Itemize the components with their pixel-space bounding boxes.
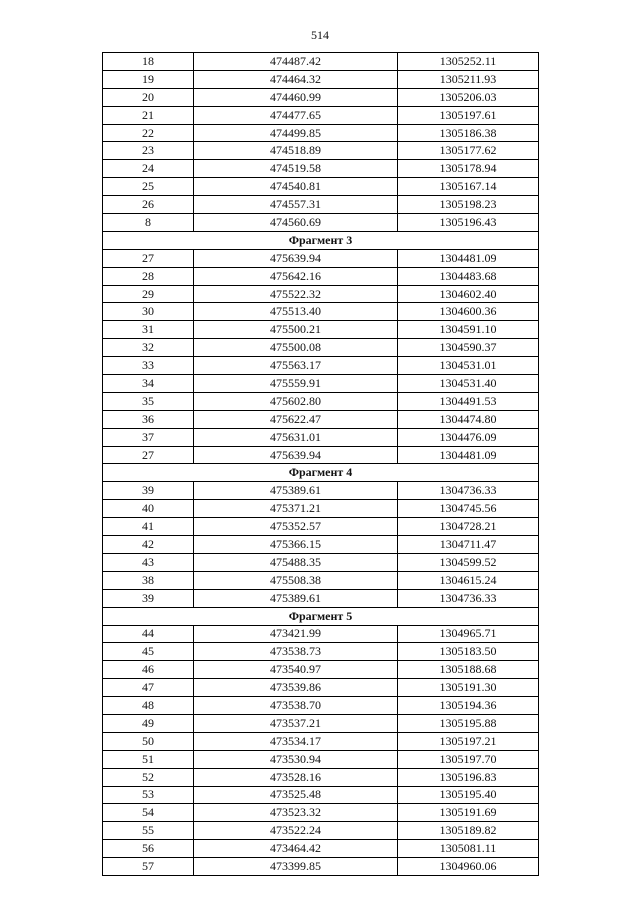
y-coordinate-cell: 1304531.01 <box>398 357 539 375</box>
table-row <box>103 142 539 160</box>
x-coordinate-cell: 473421.99 <box>194 625 398 643</box>
y-coordinate-cell: 1305198.23 <box>398 196 539 214</box>
x-coordinate-cell: 473538.73 <box>194 643 398 661</box>
table-row <box>103 553 539 571</box>
x-coordinate-cell: 474540.81 <box>194 178 398 196</box>
x-coordinate-cell: 475508.38 <box>194 571 398 589</box>
table-row <box>103 249 539 267</box>
x-coordinate-cell: 475513.40 <box>194 303 398 321</box>
point-number-cell: 27 <box>103 249 194 267</box>
point-number-cell: 42 <box>103 536 194 554</box>
point-number-cell: 23 <box>103 142 194 160</box>
point-number-cell: 38 <box>103 571 194 589</box>
table-row <box>103 446 539 464</box>
coordinates-table <box>102 52 539 876</box>
x-coordinate-cell: 474518.89 <box>194 142 398 160</box>
table-row <box>103 714 539 732</box>
x-coordinate-cell: 473540.97 <box>194 661 398 679</box>
fragment-header-row <box>103 464 539 482</box>
x-coordinate-cell: 473539.86 <box>194 679 398 697</box>
y-coordinate-cell: 1304711.47 <box>398 536 539 554</box>
x-coordinate-cell: 473538.70 <box>194 697 398 715</box>
y-coordinate-cell: 1305189.82 <box>398 822 539 840</box>
x-coordinate-cell: 475522.32 <box>194 285 398 303</box>
point-number-cell: 24 <box>103 160 194 178</box>
y-coordinate-cell: 1304728.21 <box>398 518 539 536</box>
table-row <box>103 679 539 697</box>
x-coordinate-cell: 475559.91 <box>194 375 398 393</box>
y-coordinate-cell: 1304599.52 <box>398 553 539 571</box>
table-row <box>103 571 539 589</box>
table-row <box>103 106 539 124</box>
table-row <box>103 160 539 178</box>
point-number-cell: 32 <box>103 339 194 357</box>
x-coordinate-cell: 473537.21 <box>194 714 398 732</box>
table-row <box>103 482 539 500</box>
x-coordinate-cell: 474560.69 <box>194 214 398 232</box>
point-number-cell: 54 <box>103 804 194 822</box>
point-number-cell: 29 <box>103 285 194 303</box>
x-coordinate-cell: 474477.65 <box>194 106 398 124</box>
point-number-cell: 27 <box>103 446 194 464</box>
table-row <box>103 88 539 106</box>
x-coordinate-cell: 475500.21 <box>194 321 398 339</box>
table-row <box>103 786 539 804</box>
table-row <box>103 840 539 858</box>
point-number-cell: 34 <box>103 375 194 393</box>
x-coordinate-cell: 475488.35 <box>194 553 398 571</box>
x-coordinate-cell: 475631.01 <box>194 428 398 446</box>
y-coordinate-cell: 1305178.94 <box>398 160 539 178</box>
y-coordinate-cell: 1304736.33 <box>398 482 539 500</box>
x-coordinate-cell: 475639.94 <box>194 249 398 267</box>
y-coordinate-cell: 1305206.03 <box>398 88 539 106</box>
point-number-cell: 57 <box>103 858 194 876</box>
fragment-header-row <box>103 607 539 625</box>
point-number-cell: 39 <box>103 482 194 500</box>
table-row <box>103 70 539 88</box>
y-coordinate-cell: 1304591.10 <box>398 321 539 339</box>
x-coordinate-cell: 473522.24 <box>194 822 398 840</box>
table-row <box>103 697 539 715</box>
table-row <box>103 536 539 554</box>
point-number-cell: 55 <box>103 822 194 840</box>
point-number-cell: 19 <box>103 70 194 88</box>
x-coordinate-cell: 475352.57 <box>194 518 398 536</box>
y-coordinate-cell: 1305191.30 <box>398 679 539 697</box>
point-number-cell: 26 <box>103 196 194 214</box>
y-coordinate-cell: 1304590.37 <box>398 339 539 357</box>
fragment-header-row <box>103 231 539 249</box>
table-row <box>103 732 539 750</box>
y-coordinate-cell: 1304736.33 <box>398 589 539 607</box>
y-coordinate-cell: 1304602.40 <box>398 285 539 303</box>
y-coordinate-cell: 1305177.62 <box>398 142 539 160</box>
y-coordinate-cell: 1305186.38 <box>398 124 539 142</box>
table-row <box>103 750 539 768</box>
table-row <box>103 196 539 214</box>
point-number-cell: 22 <box>103 124 194 142</box>
table-row <box>103 858 539 876</box>
page-number: 514 <box>311 28 329 42</box>
table-row <box>103 303 539 321</box>
x-coordinate-cell: 474464.32 <box>194 70 398 88</box>
y-coordinate-cell: 1304491.53 <box>398 392 539 410</box>
y-coordinate-cell: 1304474.80 <box>398 410 539 428</box>
x-coordinate-cell: 475639.94 <box>194 446 398 464</box>
y-coordinate-cell: 1304476.09 <box>398 428 539 446</box>
point-number-cell: 31 <box>103 321 194 339</box>
x-coordinate-cell: 475389.61 <box>194 482 398 500</box>
point-number-cell: 36 <box>103 410 194 428</box>
table-row <box>103 768 539 786</box>
table-row <box>103 589 539 607</box>
y-coordinate-cell: 1305081.11 <box>398 840 539 858</box>
x-coordinate-cell: 473525.48 <box>194 786 398 804</box>
y-coordinate-cell: 1304615.24 <box>398 571 539 589</box>
y-coordinate-cell: 1305191.69 <box>398 804 539 822</box>
x-coordinate-cell: 473530.94 <box>194 750 398 768</box>
y-coordinate-cell: 1305188.68 <box>398 661 539 679</box>
point-number-cell: 33 <box>103 357 194 375</box>
point-number-cell: 53 <box>103 786 194 804</box>
y-coordinate-cell: 1304483.68 <box>398 267 539 285</box>
point-number-cell: 44 <box>103 625 194 643</box>
x-coordinate-cell: 473523.32 <box>194 804 398 822</box>
point-number-cell: 21 <box>103 106 194 124</box>
y-coordinate-cell: 1305197.70 <box>398 750 539 768</box>
table-row <box>103 428 539 446</box>
fragment-title: Фрагмент 3 <box>103 231 539 249</box>
table-row <box>103 267 539 285</box>
x-coordinate-cell: 475563.17 <box>194 357 398 375</box>
point-number-cell: 47 <box>103 679 194 697</box>
table-row <box>103 124 539 142</box>
x-coordinate-cell: 473399.85 <box>194 858 398 876</box>
y-coordinate-cell: 1304960.06 <box>398 858 539 876</box>
fragment-title: Фрагмент 4 <box>103 464 539 482</box>
point-number-cell: 39 <box>103 589 194 607</box>
y-coordinate-cell: 1305194.36 <box>398 697 539 715</box>
x-coordinate-cell: 473534.17 <box>194 732 398 750</box>
table-row <box>103 500 539 518</box>
table-row <box>103 214 539 232</box>
table-row <box>103 822 539 840</box>
x-coordinate-cell: 474519.58 <box>194 160 398 178</box>
x-coordinate-cell: 473528.16 <box>194 768 398 786</box>
x-coordinate-cell: 473464.42 <box>194 840 398 858</box>
y-coordinate-cell: 1304531.40 <box>398 375 539 393</box>
y-coordinate-cell: 1305167.14 <box>398 178 539 196</box>
y-coordinate-cell: 1305183.50 <box>398 643 539 661</box>
point-number-cell: 20 <box>103 88 194 106</box>
table-row <box>103 410 539 428</box>
point-number-cell: 40 <box>103 500 194 518</box>
point-number-cell: 43 <box>103 553 194 571</box>
y-coordinate-cell: 1304745.56 <box>398 500 539 518</box>
x-coordinate-cell: 474487.42 <box>194 53 398 71</box>
x-coordinate-cell: 475389.61 <box>194 589 398 607</box>
x-coordinate-cell: 475622.47 <box>194 410 398 428</box>
table-row <box>103 804 539 822</box>
x-coordinate-cell: 475642.16 <box>194 267 398 285</box>
y-coordinate-cell: 1304965.71 <box>398 625 539 643</box>
y-coordinate-cell: 1304481.09 <box>398 249 539 267</box>
x-coordinate-cell: 474460.99 <box>194 88 398 106</box>
table-row <box>103 661 539 679</box>
coordinates-table-body <box>103 53 539 876</box>
point-number-cell: 41 <box>103 518 194 536</box>
y-coordinate-cell: 1304481.09 <box>398 446 539 464</box>
point-number-cell: 46 <box>103 661 194 679</box>
fragment-title: Фрагмент 5 <box>103 607 539 625</box>
y-coordinate-cell: 1304600.36 <box>398 303 539 321</box>
table-row <box>103 643 539 661</box>
x-coordinate-cell: 475366.15 <box>194 536 398 554</box>
point-number-cell: 30 <box>103 303 194 321</box>
table-row <box>103 375 539 393</box>
table-row <box>103 357 539 375</box>
table-row <box>103 53 539 71</box>
y-coordinate-cell: 1305196.83 <box>398 768 539 786</box>
point-number-cell: 35 <box>103 392 194 410</box>
point-number-cell: 25 <box>103 178 194 196</box>
x-coordinate-cell: 475602.80 <box>194 392 398 410</box>
point-number-cell: 56 <box>103 840 194 858</box>
table-row <box>103 178 539 196</box>
table-row <box>103 625 539 643</box>
y-coordinate-cell: 1305195.40 <box>398 786 539 804</box>
point-number-cell: 8 <box>103 214 194 232</box>
table-row <box>103 285 539 303</box>
x-coordinate-cell: 475500.08 <box>194 339 398 357</box>
y-coordinate-cell: 1305197.61 <box>398 106 539 124</box>
point-number-cell: 52 <box>103 768 194 786</box>
point-number-cell: 45 <box>103 643 194 661</box>
point-number-cell: 50 <box>103 732 194 750</box>
x-coordinate-cell: 474557.31 <box>194 196 398 214</box>
table-row <box>103 392 539 410</box>
point-number-cell: 51 <box>103 750 194 768</box>
table-row <box>103 518 539 536</box>
point-number-cell: 48 <box>103 697 194 715</box>
table-row <box>103 339 539 357</box>
point-number-cell: 49 <box>103 714 194 732</box>
x-coordinate-cell: 475371.21 <box>194 500 398 518</box>
point-number-cell: 18 <box>103 53 194 71</box>
y-coordinate-cell: 1305195.88 <box>398 714 539 732</box>
point-number-cell: 28 <box>103 267 194 285</box>
y-coordinate-cell: 1305252.11 <box>398 53 539 71</box>
point-number-cell: 37 <box>103 428 194 446</box>
y-coordinate-cell: 1305196.43 <box>398 214 539 232</box>
y-coordinate-cell: 1305211.93 <box>398 70 539 88</box>
table-row <box>103 321 539 339</box>
x-coordinate-cell: 474499.85 <box>194 124 398 142</box>
y-coordinate-cell: 1305197.21 <box>398 732 539 750</box>
